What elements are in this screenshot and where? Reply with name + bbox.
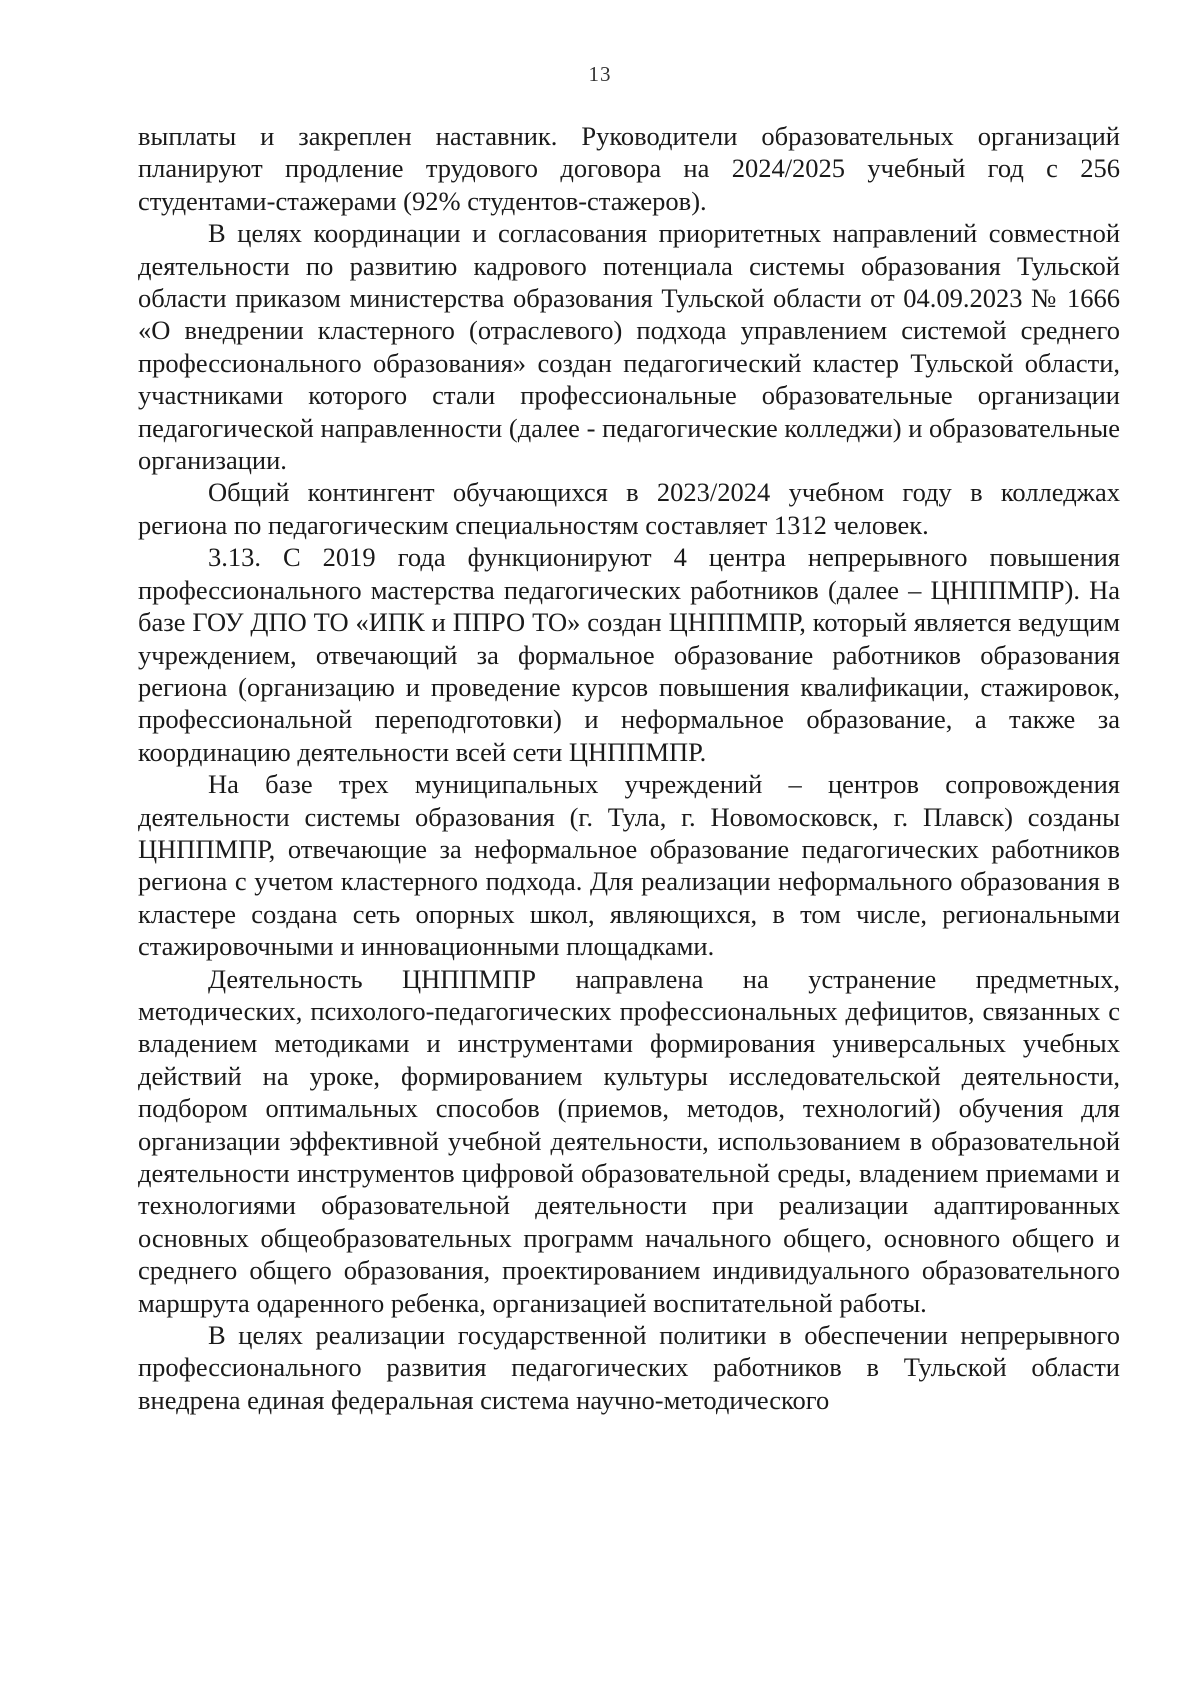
document-body [138,120,1120,1416]
paragraph-municipal-centers: На базе трех муниципальных учреждений – центров сопровождения деятельности системы образования (г. Тула, г. Новомосковск, г. Плавск) созданы ЦНППМПР, отвечающие за неформальное образование педагогических работников региона с учетом кластерного подхода. Для реализации неформального образования в кластере создана сеть опорных школ, являющихся, в том числе, региональными стажировочными и инновационными площадками. [138,769,1120,962]
paragraph-section-3-13: 3.13. С 2019 года функционируют 4 центра непрерывного повышения профессионального мастерства педагогических работников (далее – ЦНППМПР). На базе ГОУ ДПО ТО «ИПК и ППРО ТО» создан ЦНППМПР, который является ведущим учреждением, отвечающий за формальное образование работников образования региона (организацию и проведение курсов повышения квалификации, стажировок, профессиональной переподготовки) и неформальное образование, а также за координацию деятельности всей сети ЦНППМПР. [138,542,1120,767]
paragraph-cnppmpr-activity: Деятельность ЦНППМПР направлена на устранение предметных, методических, психолого-педагогических профессиональных дефицитов, связанных с владением методиками и инструментами формирования универсальных учебных действий на уроке, формированием культуры исследовательской деятельности, подбором оптимальных способов (приемов, методов, технологий) обучения для организации эффективной учебной деятельности, использованием в образовательной деятельности инструментов цифровой образовательной среды, владением приемами и технологиями образовательной деятельности при реализации адаптированных основных общеобразовательных программ начального общего, основного общего и среднего общего образования, проектированием индивидуального образовательного маршрута одаренного ребенка, организацией воспитательной работы. [138,963,1120,1318]
paragraph-pedagogical-cluster: В целях координации и согласования приоритетных направлений совместной деятельности по развитию кадрового потенциала системы образования Тульской области приказом министерства образования Тульской области от 04.09.2023 № 1666 «О внедрении кластерного (отраслевого) подхода управлением системой среднего профессионального образования» создан педагогический кластер Тульской области, участниками которого стали профессиональные образовательные организации педагогической направленности (далее - педагогические колледжи) и образовательные организации. [138,218,1120,476]
page-number: 13 [588,62,612,86]
paragraph-federal-system: В целях реализации государственной политики в обеспечении непрерывного профессионального развития педагогических работников в Тульской области внедрена единая федеральная система научно-методического [138,1320,1120,1415]
paragraph-continuation: выплаты и закреплен наставник. Руководители образовательных организаций планируют продление трудового договора на 2024/2025 учебный год с 256 студентами-стажерами (92% студентов-стажеров). [138,121,1120,216]
paragraph-student-contingent: Общий контингент обучающихся в 2023/2024 учебном году в колледжах региона по педагогическим специальностям составляет 1312 человек. [138,477,1120,540]
